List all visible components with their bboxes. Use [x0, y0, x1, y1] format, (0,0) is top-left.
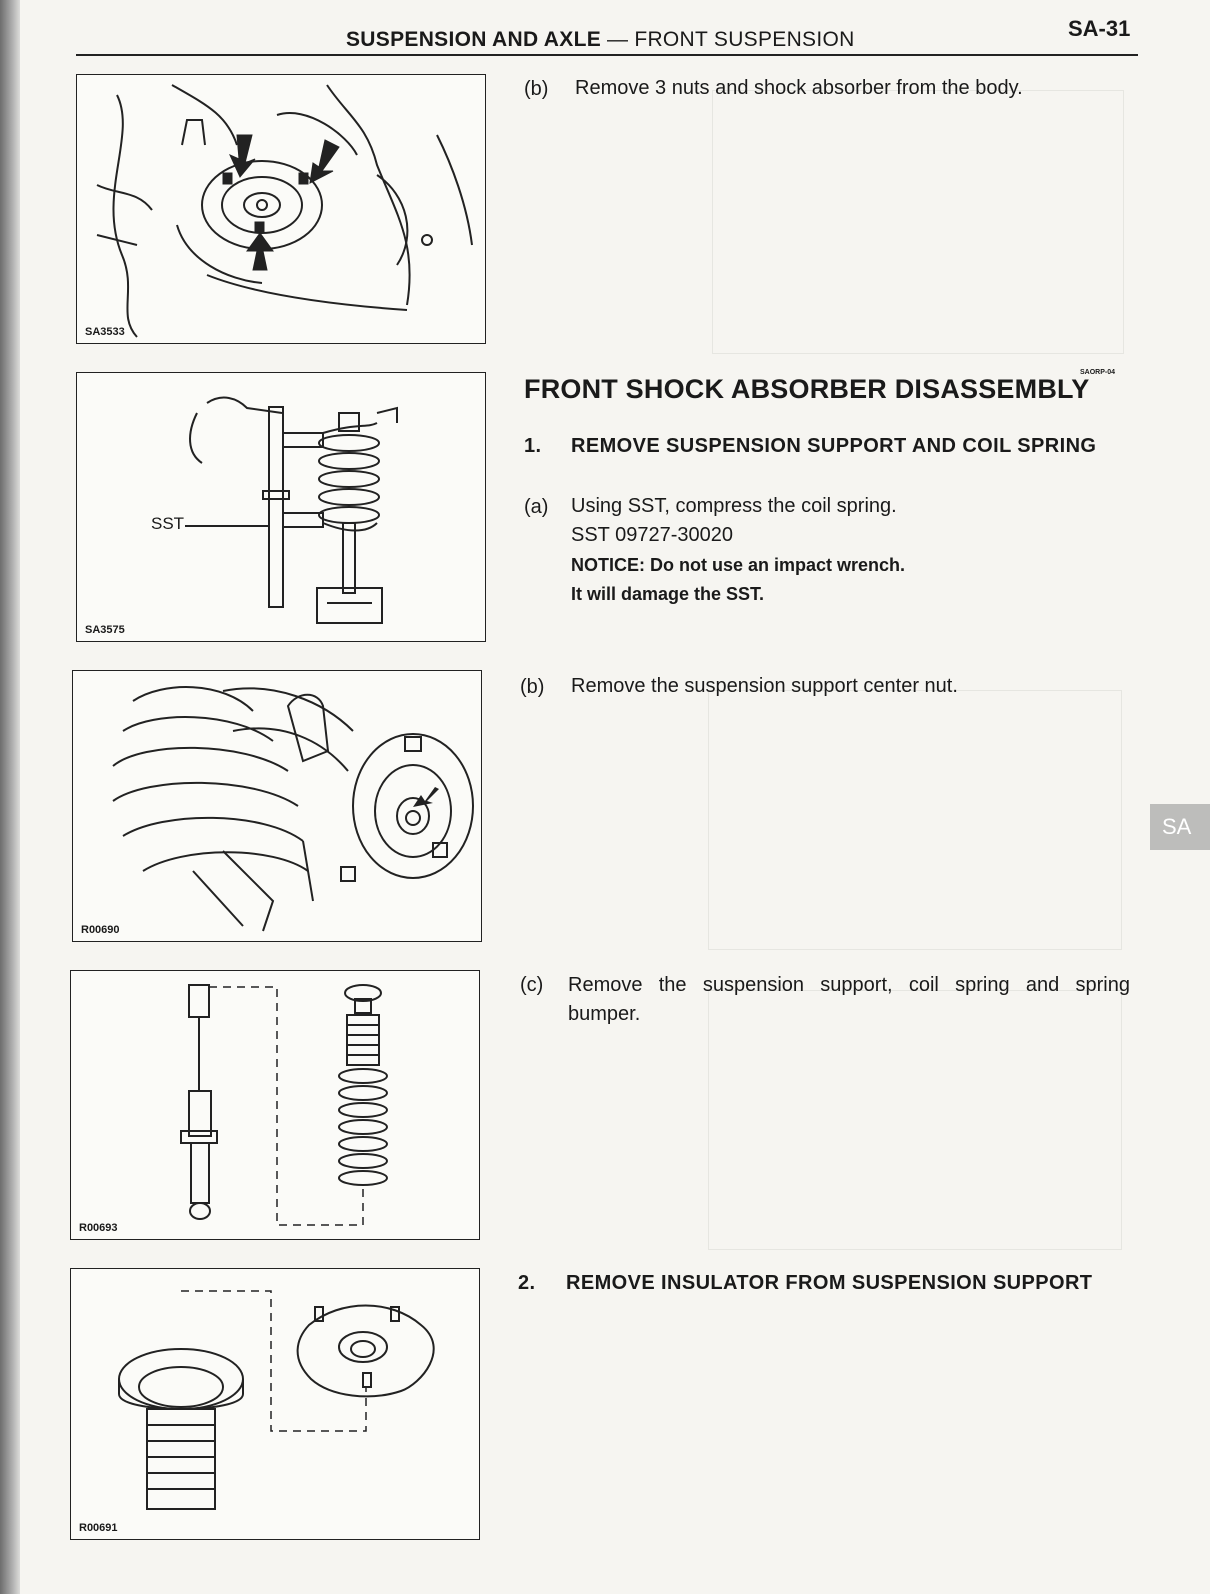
figure-support-center-nut — [72, 670, 482, 942]
header-title-separator: — — [607, 28, 629, 51]
bleed-through-figure — [708, 690, 1122, 950]
page-binding-edge — [0, 0, 20, 1594]
figure-support-center-nut-illustration — [73, 671, 483, 943]
step-text: Remove the suspension support center nut. — [571, 675, 958, 697]
figure-sst-spring-compressor — [76, 372, 486, 642]
bleed-through-figure — [712, 90, 1124, 354]
figure-code: R00690 — [81, 924, 120, 936]
figure-code: R00691 — [79, 1522, 118, 1534]
step-text: Remove the suspension support, coil spring and spring bumper. — [568, 974, 1130, 1025]
header-title-main: SUSPENSION AND AXLE — [346, 28, 602, 51]
figure-exploded-shock-parts — [70, 970, 480, 1240]
figure-code: R00693 — [79, 1222, 118, 1234]
step-heading: REMOVE INSULATOR FROM SUSPENSION SUPPORT — [566, 1272, 1093, 1294]
notice-text: NOTICE: Do not use an impact wrench. — [571, 555, 906, 575]
step-heading: REMOVE SUSPENSION SUPPORT AND COIL SPRING — [571, 435, 1097, 457]
header-title — [346, 28, 855, 52]
sst-callout-line — [185, 525, 269, 527]
figure-shock-mount-nuts-illustration — [77, 75, 487, 345]
step-letter: (b) — [520, 676, 545, 698]
page-number: SA-31 — [1068, 16, 1131, 41]
step-text: Using SST, compress the coil spring. — [571, 495, 897, 517]
step-text: Remove 3 nuts and shock absorber from the body. — [575, 77, 1023, 99]
notice-text: It will damage the SST. — [571, 584, 765, 604]
step-letter: (b) — [524, 78, 549, 100]
header-title-sub: FRONT SUSPENSION — [634, 28, 855, 51]
sst-callout-label: SST — [151, 514, 185, 533]
section-title: FRONT SHOCK ABSORBER DISASSEMBLY — [524, 374, 1090, 404]
section-tab: SA — [1150, 804, 1210, 850]
header-rule — [76, 54, 1138, 56]
figure-exploded-shock-parts-illustration — [71, 971, 481, 1241]
figure-sst-spring-compressor-illustration — [77, 373, 487, 643]
step-letter: (a) — [524, 496, 549, 518]
section-ref-code: SAORP-04 — [1080, 369, 1116, 376]
figure-shock-mount-nuts — [76, 74, 486, 344]
figure-insulator-support-illustration — [71, 1269, 481, 1541]
bleed-through-figure — [708, 990, 1122, 1250]
figure-code: SA3533 — [85, 326, 125, 338]
figure-code: SA3575 — [85, 624, 125, 636]
step-number: 1. — [524, 435, 542, 457]
sst-part-number: SST 09727-30020 — [571, 524, 733, 546]
step-number: 2. — [518, 1272, 536, 1294]
figure-insulator-support — [70, 1268, 480, 1540]
step-letter: (c) — [520, 974, 544, 996]
